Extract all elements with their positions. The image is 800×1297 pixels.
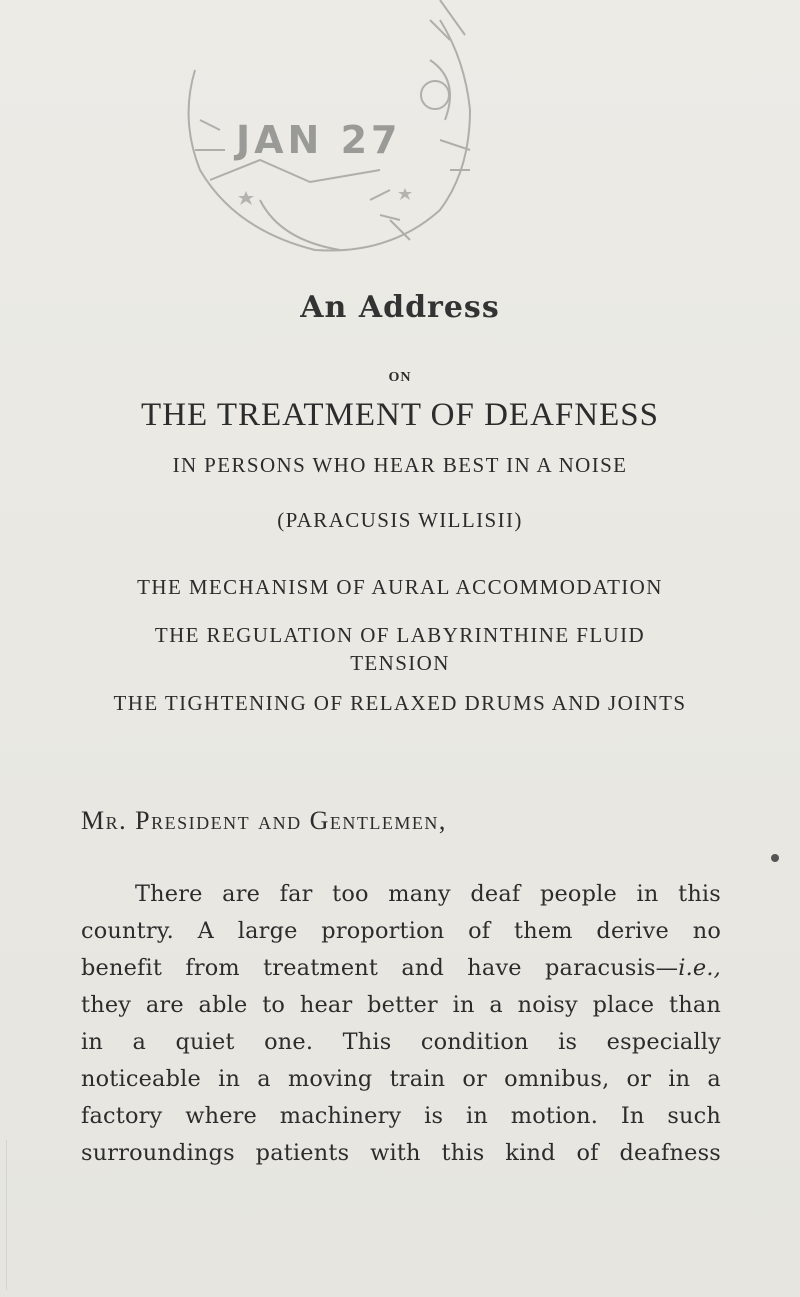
subtitle-line-3: THE MECHANISM OF AURAL ACCOMMODATION <box>137 575 663 599</box>
subtitle-line-1: IN PERSONS WHO HEAR BEST IN A NOISE <box>172 453 628 477</box>
library-stamp <box>140 0 500 290</box>
body-line: benefit from treatment and have paracusis—i.e., <box>81 955 721 981</box>
ie-abbreviation: i.e., <box>678 955 721 981</box>
address-heading: An Address <box>300 290 500 325</box>
body-line: in a quiet one. This condition is especially <box>81 1029 721 1055</box>
on-label: ON <box>388 370 412 385</box>
body-line: surroundings patients with this kind of deafness <box>81 1140 721 1166</box>
body-line: they are able to hear better in a noisy place than <box>81 992 721 1018</box>
body-line: There are far too many deaf people in this <box>135 881 721 907</box>
page-edge-mark <box>6 1140 31 1290</box>
subtitle-line-2: (PARACUSIS WILLISII) <box>277 508 523 532</box>
body-line: noticeable in a moving train or omnibus, or in a <box>81 1066 721 1092</box>
body-line: country. A large proportion of them derive no <box>81 918 721 944</box>
main-title: THE TREATMENT OF DEAFNESS <box>141 397 659 433</box>
salutation: Mr. President and Gentlemen, <box>81 806 447 835</box>
stamp-date: JAN 27 <box>236 118 402 162</box>
body-line: factory where machinery is in motion. In such <box>81 1103 721 1129</box>
ink-dot <box>771 854 779 862</box>
subtitle-line-4b: TENSION <box>350 651 450 675</box>
body-paragraph <box>81 876 721 1172</box>
subtitle-line-4a: THE REGULATION OF LABYRINTHINE FLUID <box>154 623 646 647</box>
subtitle-line-5: THE TIGHTENING OF RELAXED DRUMS AND JOINTS <box>113 691 687 715</box>
